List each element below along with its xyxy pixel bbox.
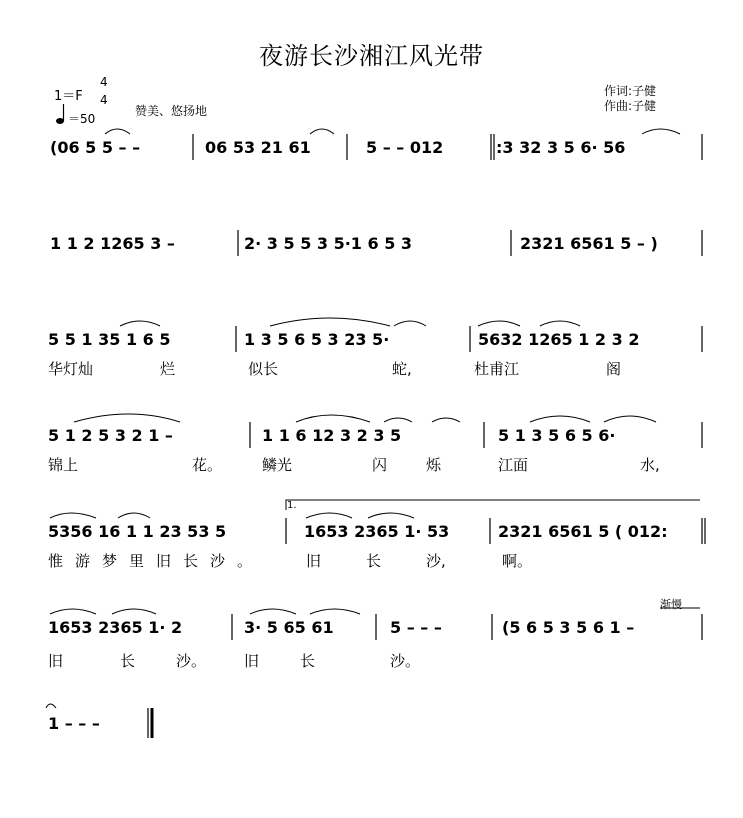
- slur: [478, 321, 520, 326]
- lyric: 长: [300, 652, 316, 670]
- row1-measure4: :3 32 3 5 6· 56: [496, 138, 626, 157]
- lyric: 惟游梦里旧长沙。: [48, 552, 265, 570]
- lyric: 旧: [244, 652, 260, 670]
- lyric: 锦上: [48, 456, 79, 474]
- lyric: 华灯灿: [48, 360, 94, 378]
- row2-measure1: 1 1 2 1265 3 –: [50, 234, 175, 253]
- row5-measure2: 1653 2365 1· 53: [304, 522, 450, 541]
- slur: [46, 704, 56, 708]
- lyric: 烁: [426, 456, 442, 474]
- slur: [250, 609, 296, 614]
- slur: [306, 513, 352, 518]
- ritardando-label: 渐慢: [660, 598, 682, 611]
- row1-measure1: (06 5 5 – –: [50, 138, 141, 157]
- row6-measure1: 1653 2365 1· 2: [48, 618, 183, 637]
- row7-measure1: 1 – – –: [48, 714, 100, 733]
- lyric: 鳞光: [262, 456, 293, 474]
- lyricist-credit: 作词:子健: [604, 84, 657, 98]
- slur: [118, 513, 150, 518]
- slur: [368, 513, 414, 518]
- lyric: 啊。: [502, 552, 533, 570]
- lyric: 江面: [498, 456, 529, 474]
- slur: [394, 321, 426, 326]
- slur: [50, 513, 96, 518]
- slur: [540, 321, 580, 326]
- lyric: 阁: [606, 360, 622, 378]
- row3-measure3: 5632 1265 1 2 3 2: [478, 330, 640, 349]
- lyric: 沙,: [426, 552, 446, 570]
- slur: [310, 609, 360, 614]
- tempo-marking: ＝50: [68, 112, 96, 126]
- slur: [112, 609, 156, 614]
- composer-credit: 作曲:子健: [604, 99, 657, 113]
- row3-measure2: 1 3 5 6 5 3 23 5·: [244, 330, 390, 349]
- slur: [530, 416, 590, 422]
- row4-measure3: 5 1 3 5 6 5 6·: [498, 426, 616, 445]
- slur: [120, 321, 160, 326]
- row6-measure4: (5 6 5 3 5 6 1 –: [502, 618, 635, 637]
- row2-measure3: 2321 6561 5 – ): [520, 234, 658, 253]
- slur: [50, 609, 96, 614]
- slur: [270, 318, 390, 326]
- row2-measure2: 2· 3 5 5 3 5·1 6 5 3: [244, 234, 413, 253]
- lyric: 似长: [248, 360, 279, 378]
- lyric: 水,: [640, 456, 660, 474]
- key-signature: 1＝F: [54, 89, 83, 104]
- row4-measure2: 1 1 6 12 3 2 3 5: [262, 426, 402, 445]
- lyric: 旧: [48, 652, 64, 670]
- volta-bracket: [286, 500, 700, 510]
- slur: [105, 129, 130, 134]
- slur: [432, 418, 460, 422]
- row4-measure1: 5 1 2 5 3 2 1 –: [48, 426, 173, 445]
- lyric: 旧: [306, 552, 322, 570]
- lyric: 烂: [160, 360, 176, 378]
- time-signature-top: 4: [100, 75, 108, 89]
- slur: [310, 129, 334, 134]
- lyric: 闪: [372, 456, 388, 474]
- lyric: 蛇,: [392, 360, 412, 378]
- lyric: 花。: [192, 456, 223, 474]
- slur: [384, 418, 412, 422]
- lyric: 沙。: [390, 652, 421, 670]
- row3-measure1: 5 5 1 35 1 6 5: [48, 330, 171, 349]
- expression-marking: 赞美、悠扬地: [135, 104, 208, 118]
- row5-measure3: 2321 6561 5 ( 012:: [498, 522, 668, 541]
- row1-measure3: 5 – – 012: [366, 138, 444, 157]
- slur: [642, 129, 680, 134]
- slur: [296, 415, 370, 422]
- slur: [604, 416, 656, 422]
- lyric: 杜甫江: [474, 360, 520, 378]
- row1-measure2: 06 53 21 61: [205, 138, 311, 157]
- page-title: 夜游长沙湘江风光带: [259, 42, 484, 70]
- row6-measure3: 5 – – –: [390, 618, 442, 637]
- row5-measure1: 5356 16 1 1 23 53 5: [48, 522, 227, 541]
- row6-measure2: 3· 5 65 61: [244, 618, 334, 637]
- lyric: 长: [366, 552, 382, 570]
- volta-label: 1.: [287, 500, 297, 511]
- lyric: 长: [120, 652, 136, 670]
- lyric: 沙。: [176, 652, 207, 670]
- time-signature-bottom: 4: [100, 93, 108, 107]
- slur: [74, 414, 180, 422]
